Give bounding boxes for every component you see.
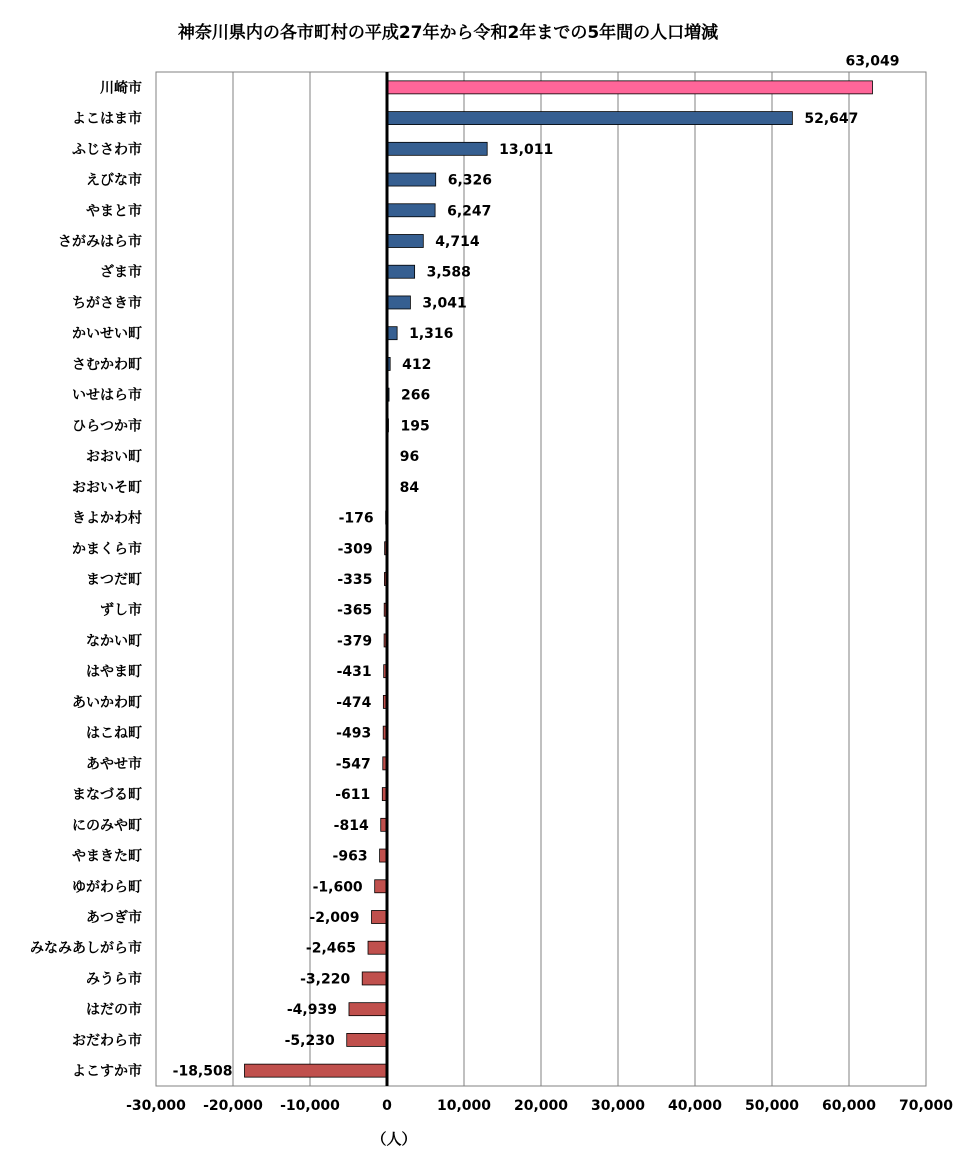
x-tick-label-4: 10,000 xyxy=(436,1098,492,1114)
bar-32 xyxy=(244,1064,387,1077)
value-label-2: 13,011 xyxy=(499,141,554,158)
category-label-11: ひらつか市 xyxy=(72,418,142,435)
bar-27 xyxy=(372,911,387,924)
bar-6 xyxy=(387,265,415,278)
category-label-5: さがみはら市 xyxy=(58,234,142,250)
value-label-6: 3,588 xyxy=(426,264,471,281)
bar-26 xyxy=(375,880,387,893)
value-label-24: -814 xyxy=(333,817,369,834)
category-label-8: かいせい町 xyxy=(72,326,142,343)
category-label-21: はこね町 xyxy=(86,725,142,742)
category-label-14: きよかわ村 xyxy=(72,510,142,527)
category-label-16: まつだ町 xyxy=(86,572,142,588)
value-label-4: 6,247 xyxy=(447,203,492,220)
bar-0 xyxy=(387,81,872,94)
bar-29 xyxy=(362,972,387,985)
bar-3 xyxy=(387,173,436,186)
value-label-19: -431 xyxy=(336,664,372,681)
value-label-8: 1,316 xyxy=(409,326,454,343)
category-label-25: やまきた町 xyxy=(72,848,142,865)
bar-2 xyxy=(387,142,487,155)
category-label-4: やまと市 xyxy=(86,203,142,220)
category-label-7: ちがさき市 xyxy=(72,295,142,312)
x-tick-label-1: -20,000 xyxy=(203,1098,263,1114)
value-label-10: 266 xyxy=(401,387,431,404)
value-label-16: -335 xyxy=(337,572,373,588)
value-label-18: -379 xyxy=(337,633,373,650)
category-label-23: まなづる町 xyxy=(72,787,142,804)
bar-5 xyxy=(387,235,423,248)
value-label-27: -2,009 xyxy=(309,910,360,926)
category-label-26: ゆがわら町 xyxy=(72,879,142,896)
bar-28 xyxy=(368,941,387,954)
value-label-3: 6,326 xyxy=(447,172,493,189)
category-label-1: よこはま市 xyxy=(72,111,142,128)
category-label-18: なかい町 xyxy=(86,633,142,650)
value-labels xyxy=(173,53,900,1079)
x-tick-label-8: 50,000 xyxy=(744,1098,800,1114)
category-label-28: みなみあしがら市 xyxy=(30,940,142,957)
category-label-15: かまくら市 xyxy=(72,541,142,558)
category-label-31: おだわら市 xyxy=(72,1032,142,1049)
category-label-19: はやま町 xyxy=(86,664,142,681)
value-label-21: -493 xyxy=(336,725,372,742)
value-label-20: -474 xyxy=(336,694,372,711)
category-label-3: えびな市 xyxy=(86,172,142,189)
x-tick-label-2: -10,000 xyxy=(280,1098,340,1114)
x-tick-label-10: 70,000 xyxy=(898,1098,954,1114)
bar-30 xyxy=(349,1003,387,1016)
category-label-29: みうら市 xyxy=(86,971,142,988)
value-label-31: -5,230 xyxy=(284,1032,335,1049)
x-tick-label-7: 40,000 xyxy=(667,1098,723,1114)
category-labels xyxy=(30,79,142,1079)
grid-lines xyxy=(233,72,849,1086)
value-label-17: -365 xyxy=(337,602,373,619)
value-label-28: -2,465 xyxy=(305,940,357,957)
value-label-22: -547 xyxy=(335,756,371,773)
category-label-0: 川崎市 xyxy=(100,80,142,97)
category-label-24: にのみや町 xyxy=(72,817,142,834)
x-tick-labels xyxy=(126,1098,953,1114)
value-label-23: -611 xyxy=(335,787,371,804)
category-label-12: おおい町 xyxy=(86,449,142,466)
category-label-30: はだの市 xyxy=(86,1002,142,1019)
category-label-32: よこすか市 xyxy=(72,1063,142,1080)
value-label-0: 63,049 xyxy=(845,53,900,70)
value-label-15: -309 xyxy=(337,541,373,558)
x-tick-label-5: 20,000 xyxy=(513,1098,569,1114)
category-label-27: あつぎ市 xyxy=(86,910,142,926)
bar-8 xyxy=(387,327,397,340)
value-label-5: 4,714 xyxy=(435,234,480,250)
value-label-25: -963 xyxy=(332,848,368,865)
bar-31 xyxy=(347,1033,387,1046)
x-tick-label-6: 30,000 xyxy=(590,1098,646,1114)
x-tick-label-3: 0 xyxy=(382,1098,392,1114)
bar-4 xyxy=(387,204,435,217)
value-label-9: 412 xyxy=(402,356,432,373)
bar-1 xyxy=(387,112,792,125)
value-label-13: 84 xyxy=(399,479,420,496)
value-label-26: -1,600 xyxy=(312,879,363,896)
value-label-7: 3,041 xyxy=(422,295,467,312)
x-axis-unit-label: （人） xyxy=(371,1130,417,1148)
category-label-9: さむかわ町 xyxy=(72,356,142,373)
category-label-10: いせはら市 xyxy=(72,387,142,404)
value-label-29: -3,220 xyxy=(300,971,351,988)
category-label-2: ふじさわ市 xyxy=(72,141,142,158)
category-label-22: あやせ市 xyxy=(86,756,142,773)
x-tick-label-9: 60,000 xyxy=(821,1098,877,1114)
x-tick-label-0: -30,000 xyxy=(126,1098,186,1114)
category-label-13: おおいそ町 xyxy=(72,479,142,496)
value-label-30: -4,939 xyxy=(286,1002,337,1019)
value-label-1: 52,647 xyxy=(804,111,859,128)
category-label-17: ずし市 xyxy=(100,602,142,619)
bar-7 xyxy=(387,296,410,309)
category-label-6: ざま市 xyxy=(100,264,142,281)
value-label-12: 96 xyxy=(399,449,420,466)
category-label-20: あいかわ町 xyxy=(72,694,142,711)
value-label-14: -176 xyxy=(338,510,374,527)
value-label-32: -18,508 xyxy=(172,1063,233,1080)
chart-title: 神奈川県内の各市町村の平成27年から令和2年までの5年間の人口増減 xyxy=(177,23,719,43)
value-label-11: 195 xyxy=(400,418,430,435)
